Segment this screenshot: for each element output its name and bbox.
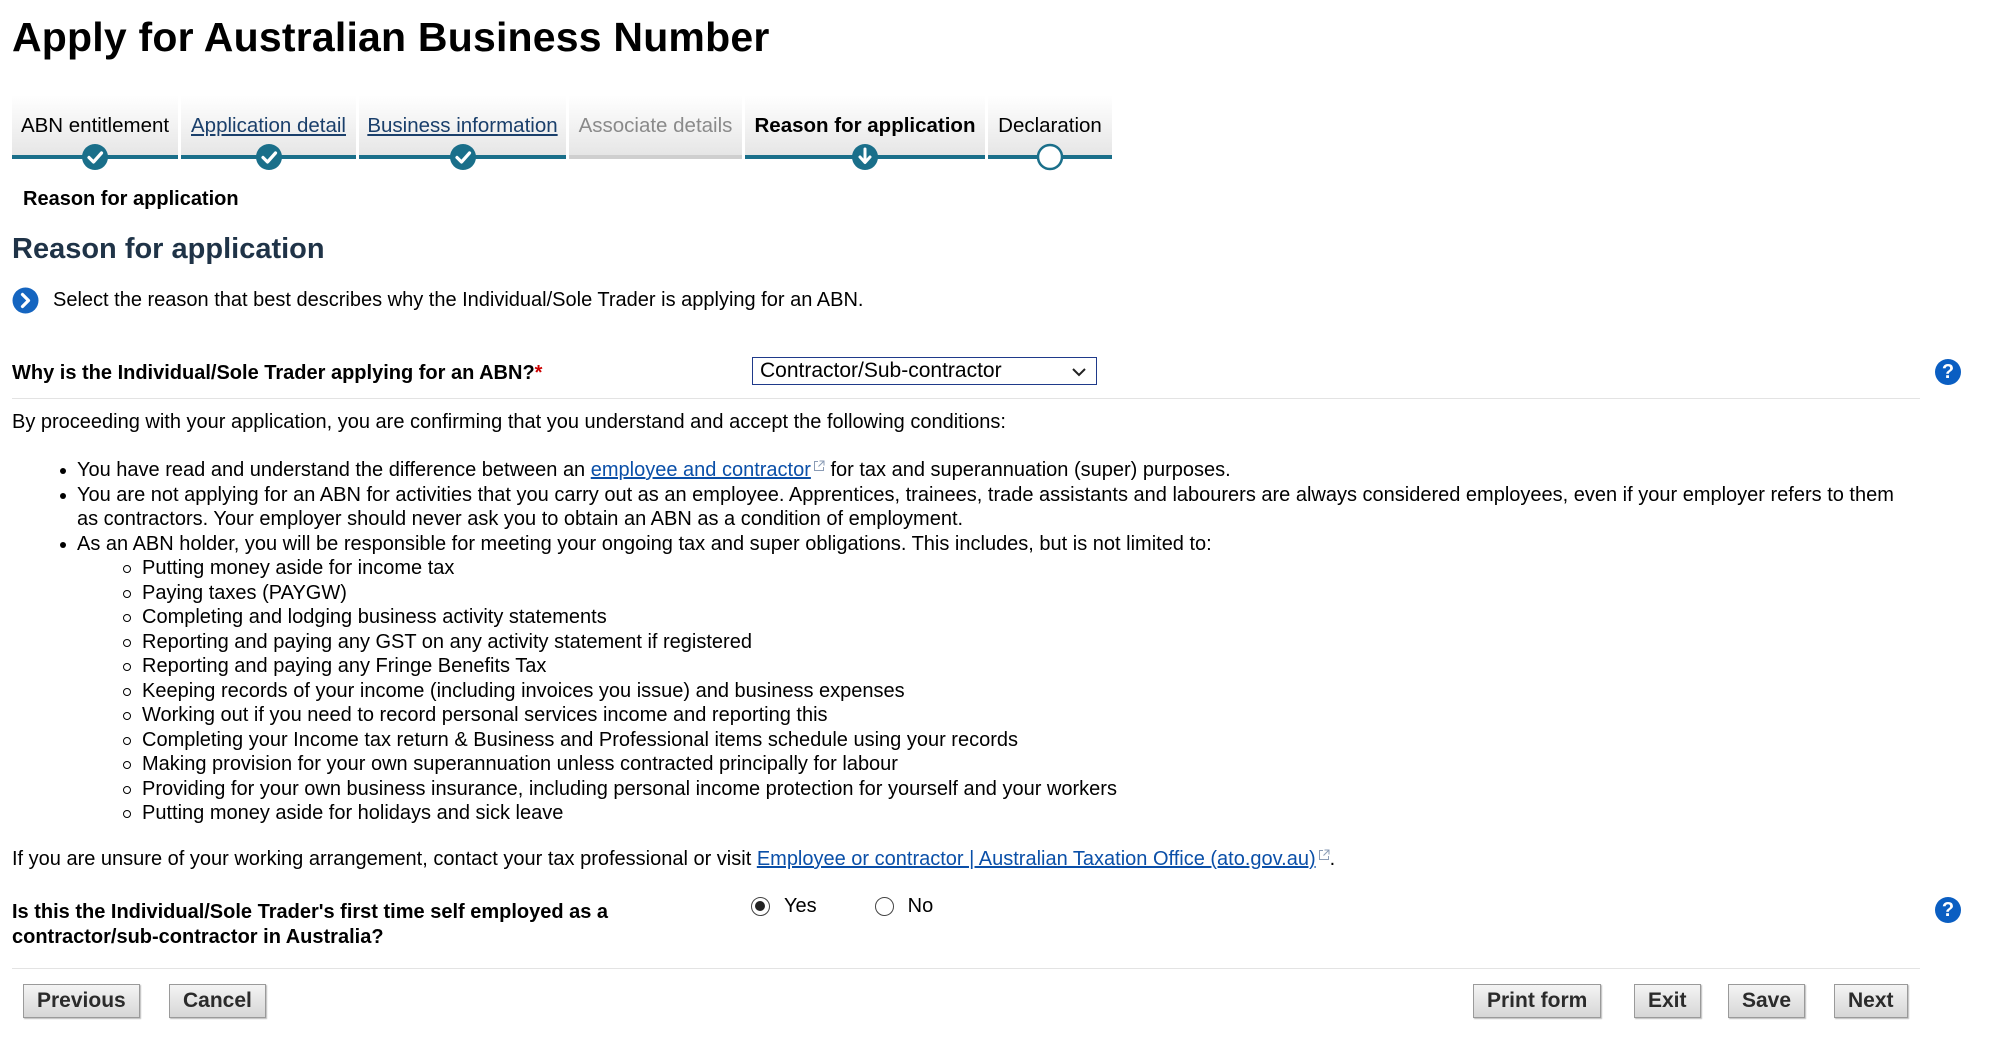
first-time-label-line1: Is this the Individual/Sole Trader's first time self employed as a: [12, 901, 609, 923]
previous-button[interactable]: Previous: [23, 984, 140, 1018]
divider: [12, 968, 1920, 969]
info-message: [12, 287, 863, 314]
check-icon: [255, 143, 283, 171]
unsure-after: .: [1329, 848, 1336, 870]
external-link-icon: [813, 460, 825, 472]
condition-item1-after: for tax and superannuation (super) purposes.: [824, 459, 1231, 481]
obligation-item: Completing and lodging business activity statements: [142, 605, 1897, 630]
progress-tabs: [12, 95, 1115, 159]
divider: [12, 398, 1920, 399]
pending-step-icon: [1036, 143, 1064, 171]
conditions-list: [77, 458, 1897, 826]
tab-application-detail[interactable]: [181, 95, 356, 159]
first-time-label: [12, 900, 608, 950]
obligation-item: Making provision for your own superannuation unless contracted principally for labour: [142, 752, 1897, 777]
section-title: Reason for application: [12, 233, 325, 265]
tab-label: Associate details: [578, 114, 733, 137]
employee-contractor-link[interactable]: employee and contractor: [590, 459, 811, 481]
exit-button[interactable]: Exit: [1634, 984, 1701, 1018]
condition-item: You are not applying for an ABN for activities that you carry out as an employee. Apprentices, trainees, trade assistants and labourers are always considered employees, even if your employer refers to them as contractors. Your employer should never ask you to obtain an ABN as a condition of employment.: [77, 483, 1897, 532]
radio-no[interactable]: [875, 895, 934, 918]
save-button[interactable]: Save: [1728, 984, 1805, 1018]
radio-no-button[interactable]: [875, 897, 894, 916]
radio-yes-button[interactable]: [751, 897, 770, 916]
unsure-note: [12, 848, 1335, 871]
breadcrumb: Reason for application: [23, 188, 239, 210]
abn-reason-label: [12, 361, 542, 386]
help-icon[interactable]: ?: [1935, 359, 1961, 385]
help-icon[interactable]: ?: [1935, 897, 1961, 923]
abn-reason-select-value: Contractor/Sub-contractor: [760, 359, 1002, 382]
tab-label: ABN entitlement: [20, 114, 170, 137]
tab-associate-details: [569, 95, 742, 159]
abn-reason-select[interactable]: [752, 357, 1097, 385]
tab-label: Declaration: [998, 114, 1102, 137]
radio-yes-label[interactable]: Yes: [784, 895, 817, 917]
tab-reason-for-application[interactable]: [745, 95, 985, 159]
radio-yes[interactable]: [751, 895, 817, 918]
obligation-item: Keeping records of your income (including invoices you issue) and business expenses: [142, 679, 1897, 704]
obligation-item: Providing for your own business insurance, including personal income protection for yourself and your workers: [142, 777, 1897, 802]
tab-declaration: [988, 95, 1112, 159]
radio-no-label[interactable]: No: [907, 895, 934, 917]
condition-item: [77, 532, 1897, 826]
conditions-intro: By proceeding with your application, you are confirming that you understand and accept the following conditions:: [12, 411, 1006, 433]
external-link-icon: [1318, 849, 1330, 861]
check-icon: [81, 143, 109, 171]
current-step-icon: [851, 143, 879, 171]
page-title: Apply for Australian Business Number: [12, 14, 770, 60]
unsure-text: If you are unsure of your working arrangement, contact your tax professional or visit: [12, 848, 757, 870]
obligation-item: Working out if you need to record personal services income and reporting this: [142, 703, 1897, 728]
tab-business-information[interactable]: [359, 95, 566, 159]
obligation-item: Paying taxes (PAYGW): [142, 581, 1897, 606]
tab-label: Business information: [367, 114, 558, 137]
abn-reason-label-text: Why is the Individual/Sole Trader applying for an ABN?: [12, 362, 535, 384]
obligation-item: Putting money aside for holidays and sick leave: [142, 801, 1897, 826]
required-marker: *: [534, 362, 543, 384]
ato-employee-contractor-link[interactable]: Employee or contractor | Australian Taxation Office (ato.gov.au): [756, 848, 1316, 870]
obligation-item: Putting money aside for income tax: [142, 556, 1897, 581]
condition-item3-text: As an ABN holder, you will be responsible for meeting your ongoing tax and super obligations. This includes, but is not limited to:: [77, 532, 1212, 555]
tab-label: Reason for application: [754, 114, 976, 137]
first-time-label-line2: contractor/sub-contractor in Australia?: [12, 926, 384, 948]
tab-abn-entitlement[interactable]: [12, 95, 178, 159]
next-button[interactable]: Next: [1834, 984, 1908, 1018]
check-icon: [449, 143, 477, 171]
first-time-radio-group: [751, 895, 933, 918]
condition-item: [77, 458, 1897, 483]
chevron-right-circle-icon: [12, 287, 39, 314]
info-text: Select the reason that best describes why the Individual/Sole Trader is applying for an ABN.: [53, 289, 864, 311]
condition-item1-before: You have read and understand the difference between an: [77, 459, 591, 481]
print-form-button[interactable]: Print form: [1473, 984, 1601, 1018]
cancel-button[interactable]: Cancel: [169, 984, 266, 1018]
obligation-item: Reporting and paying any Fringe Benefits Tax: [142, 654, 1897, 679]
obligations-list: [77, 556, 1897, 826]
tab-label: Application detail: [191, 114, 346, 137]
obligation-item: Reporting and paying any GST on any activity statement if registered: [142, 630, 1897, 655]
obligation-item: Completing your Income tax return & Business and Professional items schedule using your records: [142, 728, 1897, 753]
chevron-down-icon: [1070, 363, 1088, 381]
